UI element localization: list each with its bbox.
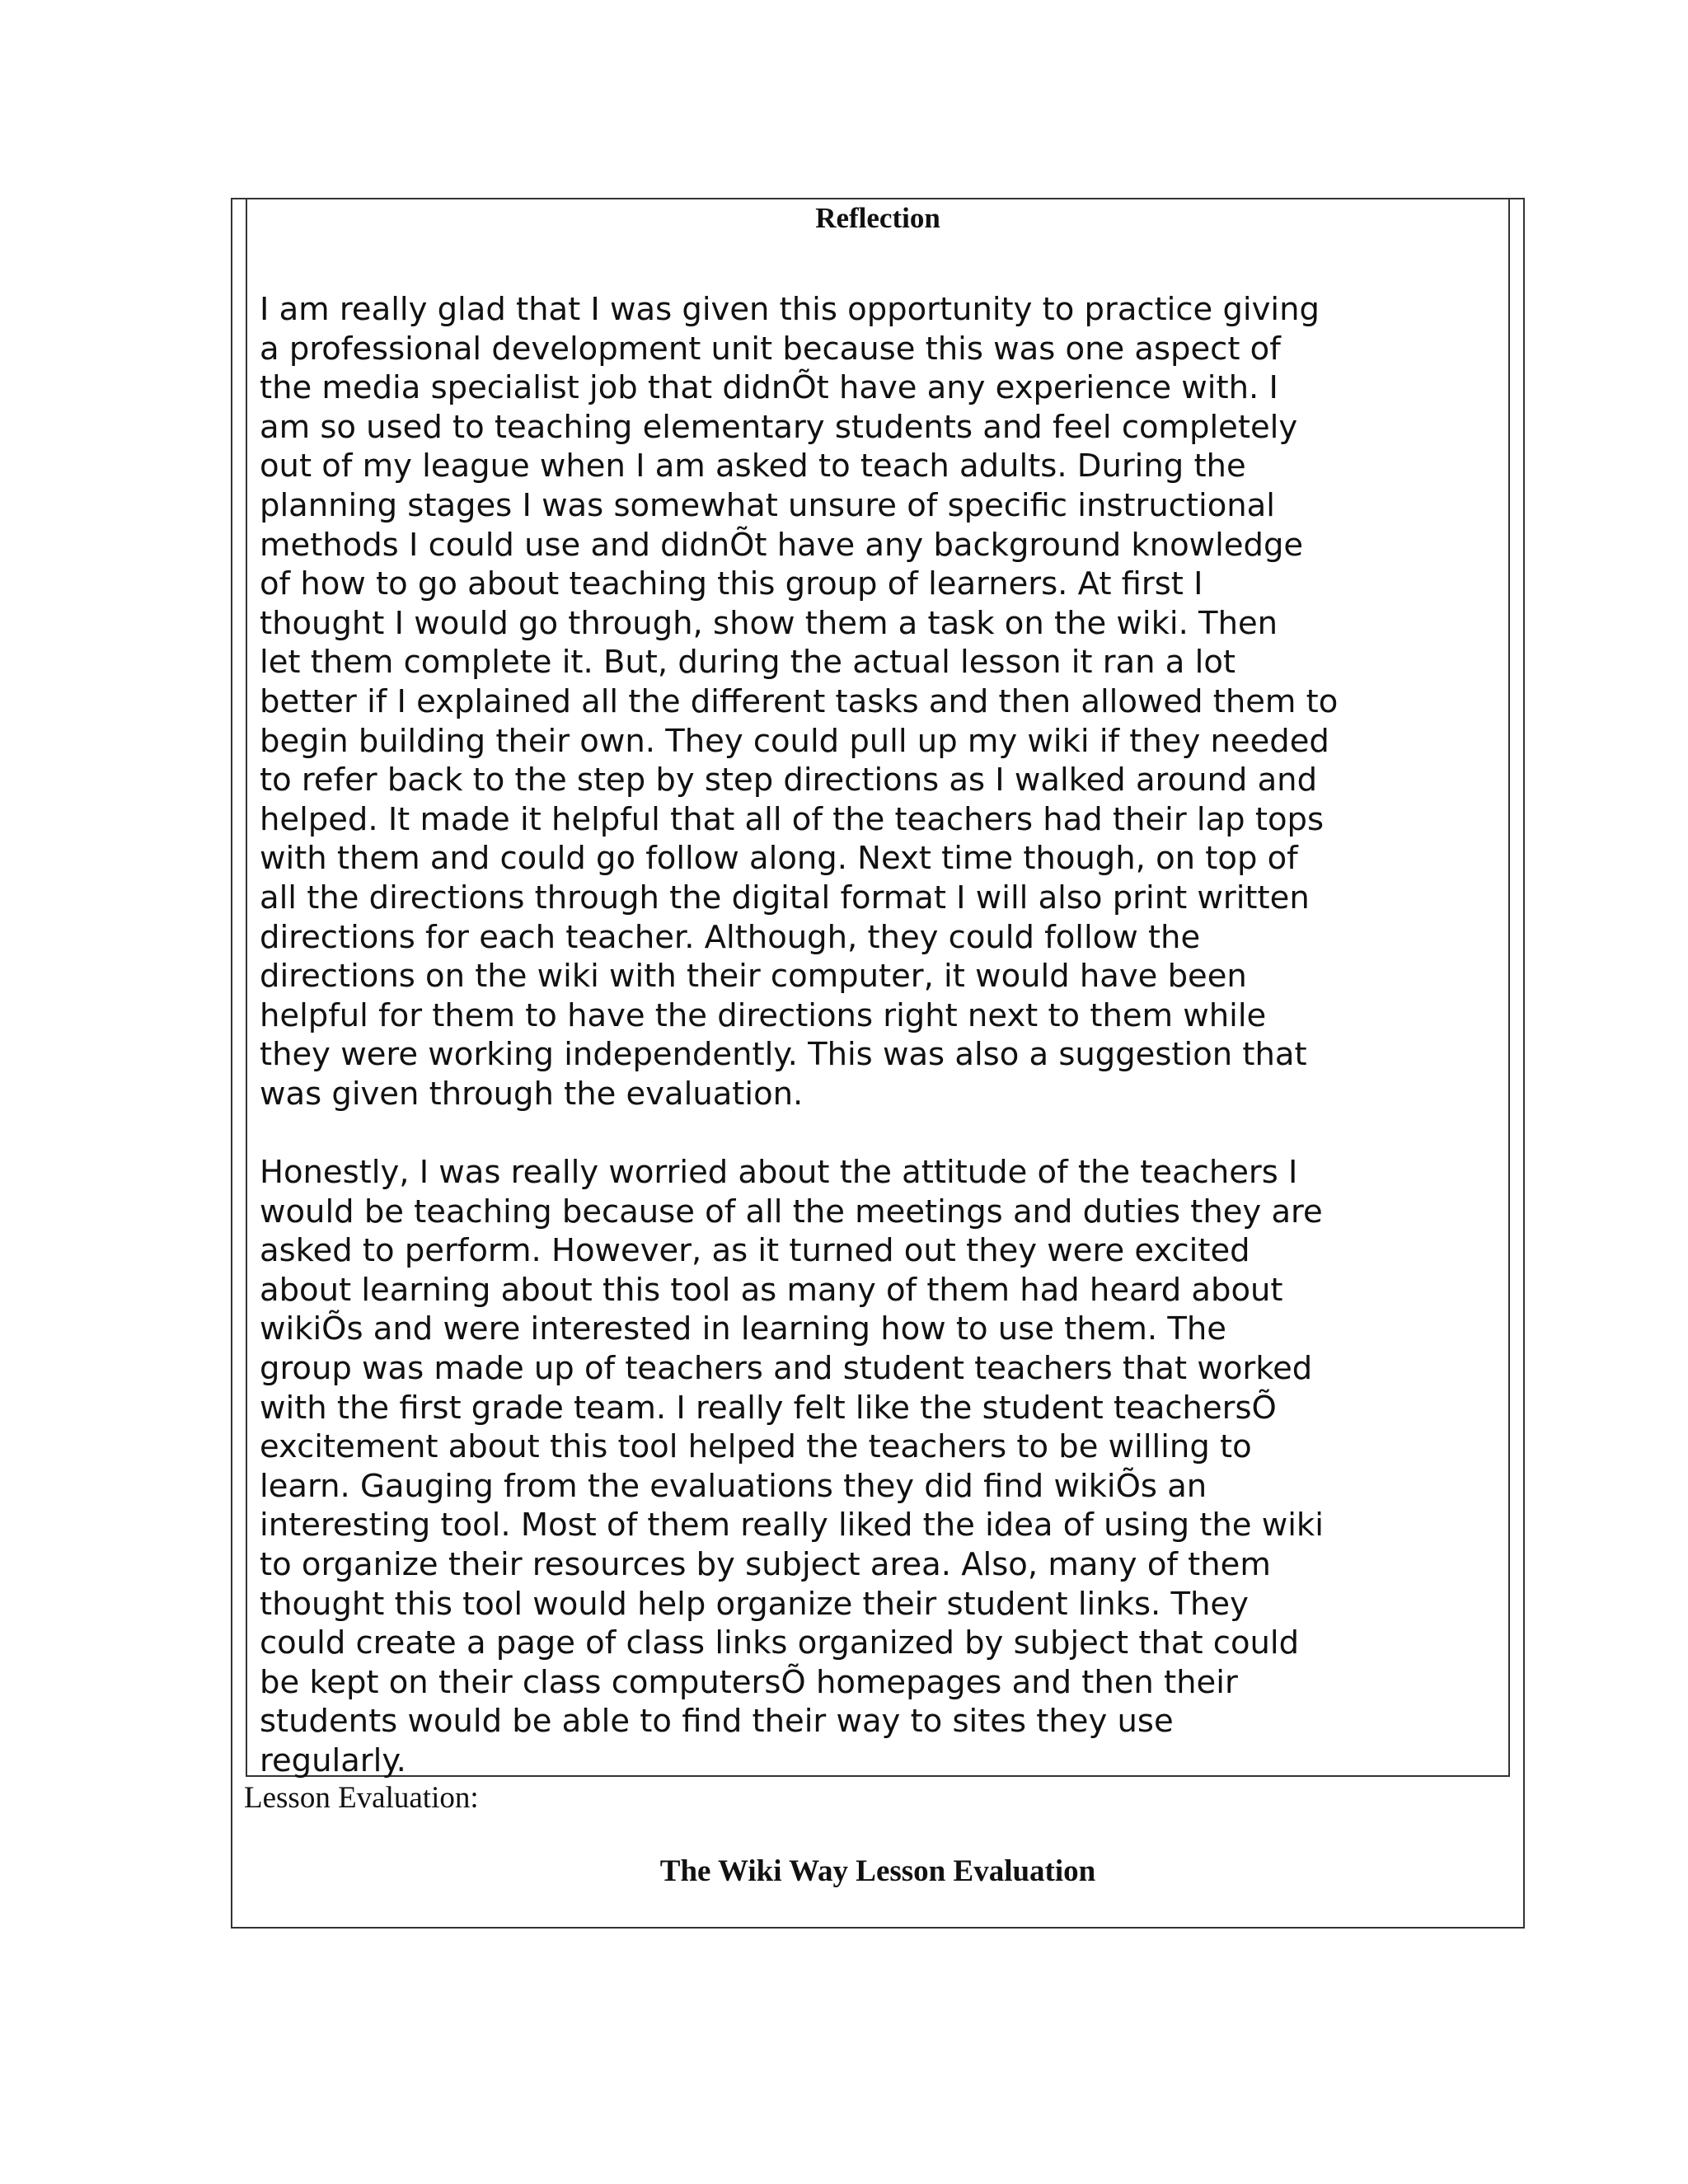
lesson-evaluation-label: Lesson Evaluation:: [244, 1781, 479, 1815]
reflection-paragraph-1: I am really glad that I was given this opportunity to practice giving a professional development unit because this was one aspect of the media specialist job that didnÕt have any experience with. I am so used to teaching elementary students and feel completely out of my league when I am asked to teach adults. During the planning stages I was somewhat unsure of specific instructional methods I could use and didnÕt have any background knowledge of how to go about teaching this group of learners. At first I thought I would go through, show them a task on the wiki. Then let them complete it. But, during the actual lesson it ran a lot better if I explained all the different tasks and then allowed them to begin building their own. They could pull up my wiki if they needed to refer back to the step by step directions as I walked around and helped. It made it helpful that all of the teachers had their lap tops with them and could go follow along. Next time though, on top of all the directions through the digital format I will also print written directions for each teacher. Although, they could follow the directions on the wiki with their computer, it would have been helpful for them to have the directions right next to them while they were working independently. This was also a suggestion that was given through the evaluation.: [260, 291, 1339, 1113]
reflection-paragraph-2: Honestly, I was really worried about the attitude of the teachers I would be teaching because of all the meetings and duties they are asked to perform. However, as it turned out they were excited about learning about this tool as many of them had heard about wikiÕs and were interested in learning how to use them. The group was made up of teachers and student teachers that worked with the first grade team. I really felt like the student teachersÕ excitement about this tool helped the teachers to be willing to learn. Gauging from the evaluations they did find wikiÕs an interesting tool. Most of them really liked the idea of using the wiki to organize their resources by subject area. Also, many of them thought this tool would help organize their student links. They could create a page of class links organized by subject that could be kept on their class computersÕ homepages and then their students would be able to find their way to sites they use regularly.: [260, 1154, 1324, 1779]
lesson-evaluation-title: The Wiki Way Lesson Evaluation: [659, 1854, 1096, 1888]
reflection-heading: Reflection: [815, 202, 940, 234]
